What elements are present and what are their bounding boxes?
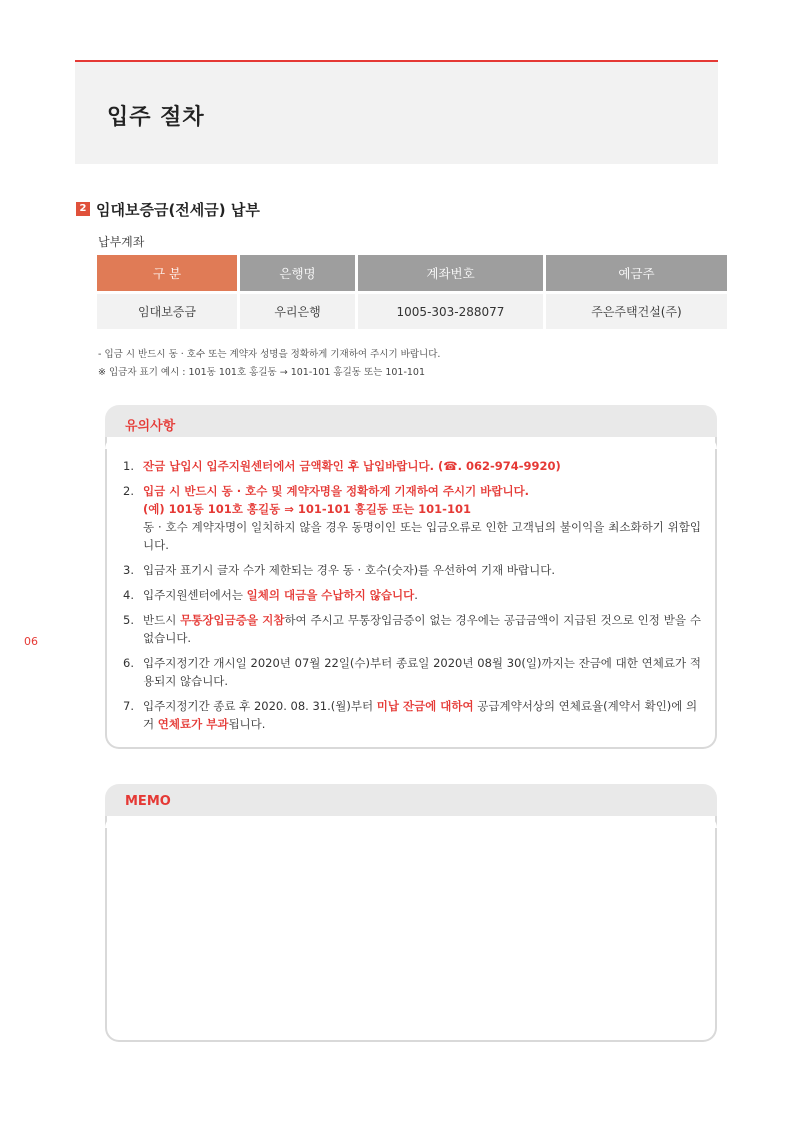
account-table (94, 255, 730, 329)
deposit-note: - 입금 시 반드시 동 · 호수 또는 계약자 성명을 정확하게 기재하여 주시기 바랍니다. (98, 349, 441, 360)
list-item: 5. 반드시 무통장입금증을 지참하여 주시고 무통장입금증이 없는 경우에는 공급금액이 지급된 것으로 인정 받을 수 없습니다. (123, 613, 701, 645)
section-title: 임대보증금(전세금) 납부 (96, 201, 260, 219)
page-title: 입주 절차 (107, 105, 205, 130)
notice-card-body (105, 437, 717, 749)
section-number-badge: 2 (76, 202, 90, 216)
list-item: 3. 입금자 표기시 글자 수가 제한되는 경우 동 · 호수(숫자)를 우선하여 기재 바랍니다. (123, 563, 555, 577)
cell-account-number: 1005-303-288077 (358, 291, 543, 329)
table-row (97, 291, 727, 329)
cell-bank: 우리은행 (240, 291, 355, 329)
list-item: 1. 잔금 납입시 입주지원센터에서 금액확인 후 납입바랍니다. (☎. 062-974-9920) (123, 459, 561, 473)
memo-area[interactable] (105, 816, 717, 1042)
account-sub-label: 납부계좌 (98, 235, 145, 249)
list-item: 2. 입금 시 반드시 동 · 호수 및 계약자명을 정확하게 기재하여 주시기 바랍니다. (예) 101동 101호 홍길동 ⇒ 101-101 홍길동 또는 101-101 동 · 호수 계약자명이 일치하지 않을 경우 동명이인 또는 입금오류로 인한 고객님의 불이익을 최소화하기 위함입니다. (123, 484, 701, 552)
page-number: 06 (24, 635, 38, 648)
list-item: 7. 입주지정기간 종료 후 2020. 08. 31.(월)부터 미납 잔금에 대하여 공급계약서상의 연체료율(계약서 확인)에 의거 연체료가 부과됩니다. (123, 699, 698, 731)
page-header (75, 62, 718, 164)
memo-card (105, 784, 717, 1042)
account-table-header-row (97, 255, 727, 291)
notice-card (105, 405, 717, 749)
deposit-example-note: ※ 입금자 표기 예시 : 101동 101호 홍길동 → 101-101 홍길동 또는 101-101 (98, 367, 426, 378)
memo-title: MEMO (125, 794, 171, 809)
notice-list (123, 457, 701, 740)
table-header-category: 구 분 (97, 255, 237, 291)
cell-account-holder: 주은주택건설(주) (546, 291, 727, 329)
table-header-bank: 은행명 (240, 255, 355, 291)
table-header-account-number: 계좌번호 (358, 255, 543, 291)
list-item: 6. 입주지정기간 개시일 2020년 07월 22일(수)부터 종료일 2020년 08월 30(일)까지는 잔금에 대한 연체료가 적용되지 않습니다. (123, 656, 701, 688)
cell-category: 임대보증금 (97, 291, 237, 329)
notice-title: 유의사항 (125, 419, 176, 434)
table-header-account-holder: 예금주 (546, 255, 727, 291)
list-item: 4. 입주지원센터에서는 일체의 대금을 수납하지 않습니다. (123, 588, 418, 602)
